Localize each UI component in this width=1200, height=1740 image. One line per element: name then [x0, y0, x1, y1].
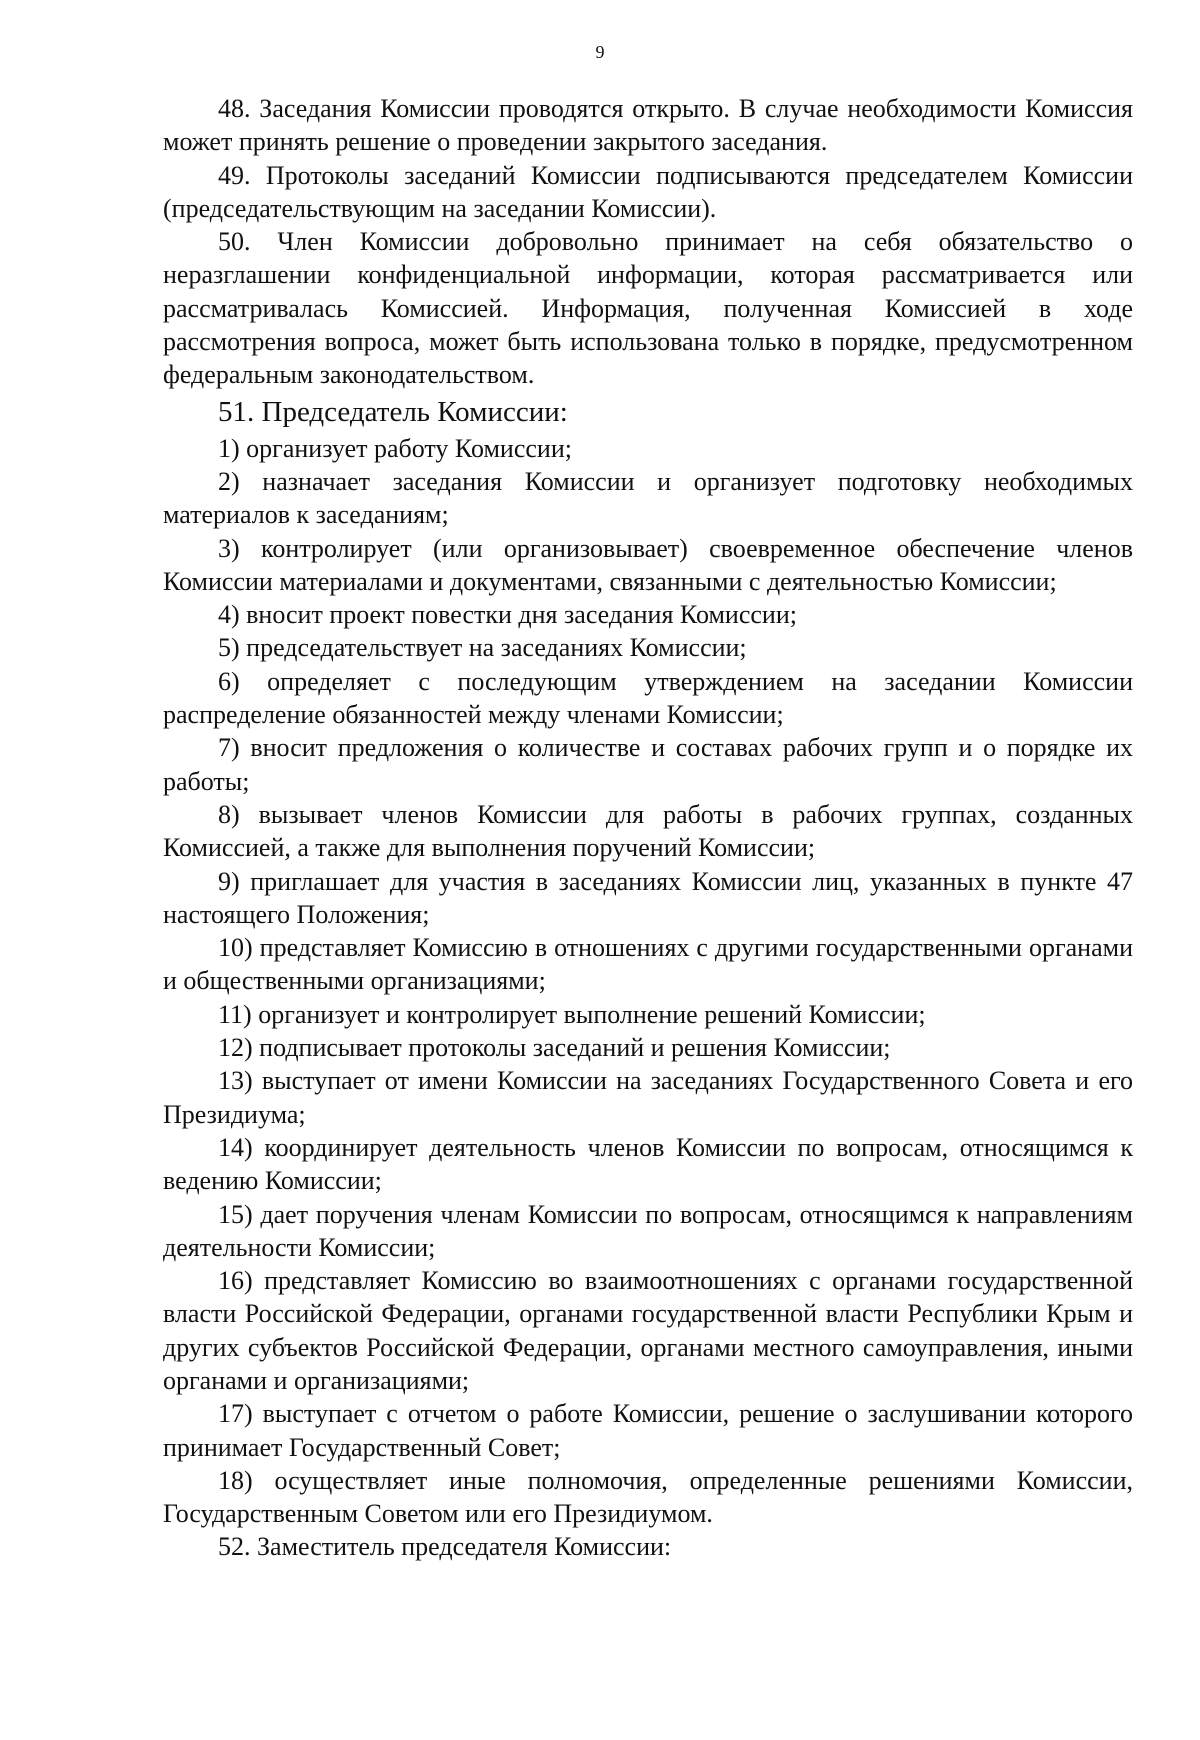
list-item-9: 9) приглашает для участия в заседаниях Комиссии лиц, указанных в пункте 47 настоящего Положения;	[163, 866, 1133, 929]
list-item-12: 12) подписывает протоколы заседаний и решения Комиссии;	[218, 1033, 891, 1063]
paragraph-49: 49. Протоколы заседаний Комиссии подписываются председателем Комиссии (председательствующим на заседании Комиссии).	[163, 160, 1133, 223]
paragraph-50: 50. Член Комиссии добровольно принимает на себя обязательство о неразглашении конфиденциальной информации, которая рассматривается или рассматривалась Комиссией. Информация, полученная Комиссией в ходе рассмотрения вопроса, может быть использована только в порядке, предусмотренном федеральным законодательством.	[163, 227, 1133, 390]
list-item-14: 14) координирует деятельность членов Комиссии по вопросам, относящимся к ведению Комиссии;	[163, 1132, 1133, 1196]
list-item-2: 2) назначает заседания Комиссии и организует подготовку необходимых материалов к заседаниям;	[163, 466, 1133, 530]
list-item-1: 1) организует работу Комиссии;	[218, 433, 572, 463]
paragraph-48: 48. Заседания Комиссии проводятся открыто. В случае необходимости Комиссия может принять решение о проведении закрытого заседания.	[163, 94, 1133, 157]
list-item-16: 16) представляет Комиссию во взаимоотношениях с органами государственной власти Российской Федерации, органами государственной власти Республики Крым и других субъектов Российской Федерации, органами местного самоуправления, иными органами и организациями;	[163, 1266, 1133, 1395]
list-item-15: 15) дает поручения членам Комиссии по вопросам, относящимся к направлениям деятельности Комиссии;	[163, 1199, 1133, 1262]
list-item-13: 13) выступает от имени Комиссии на заседаниях Государственного Совета и его Президиума;	[163, 1066, 1133, 1129]
list-item-17: 17) выступает с отчетом о работе Комиссии, решение о заслушивании которого принимает Государственный Совет;	[163, 1399, 1133, 1462]
list-item-6: 6) определяет с последующим утверждением на заседании Комиссии распределение обязанностей между членами Комиссии;	[163, 666, 1133, 730]
list-item-11: 11) организует и контролирует выполнение решений Комиссии;	[218, 999, 926, 1029]
list-item-5: 5) председательствует на заседаниях Комиссии;	[218, 633, 747, 663]
list-item-3: 3) контролирует (или организовывает) своевременное обеспечение членов Комиссии материалами и документами, связанными с деятельностью Комиссии;	[163, 533, 1133, 596]
list-item-7: 7) вносит предложения о количестве и составах рабочих групп и о порядке их работы;	[163, 733, 1133, 796]
document-body	[163, 92, 1133, 1564]
paragraph-51-heading: 51. Председатель Комиссии:	[218, 395, 568, 428]
page-number: 9	[595, 42, 605, 62]
list-item-8: 8) вызывает членов Комиссии для работы в рабочих группах, созданных Комиссией, а также для выполнения поручений Комиссии;	[163, 799, 1133, 863]
paragraph-52: 52. Заместитель председателя Комиссии:	[218, 1532, 672, 1562]
list-item-4: 4) вносит проект повестки дня заседания Комиссии;	[218, 600, 797, 630]
list-item-18: 18) осуществляет иные полномочия, определенные решениями Комиссии, Государственным Советом или его Президиумом.	[163, 1465, 1133, 1529]
list-item-10: 10) представляет Комиссию в отношениях с другими государственными органами и общественными организациями;	[163, 933, 1133, 996]
